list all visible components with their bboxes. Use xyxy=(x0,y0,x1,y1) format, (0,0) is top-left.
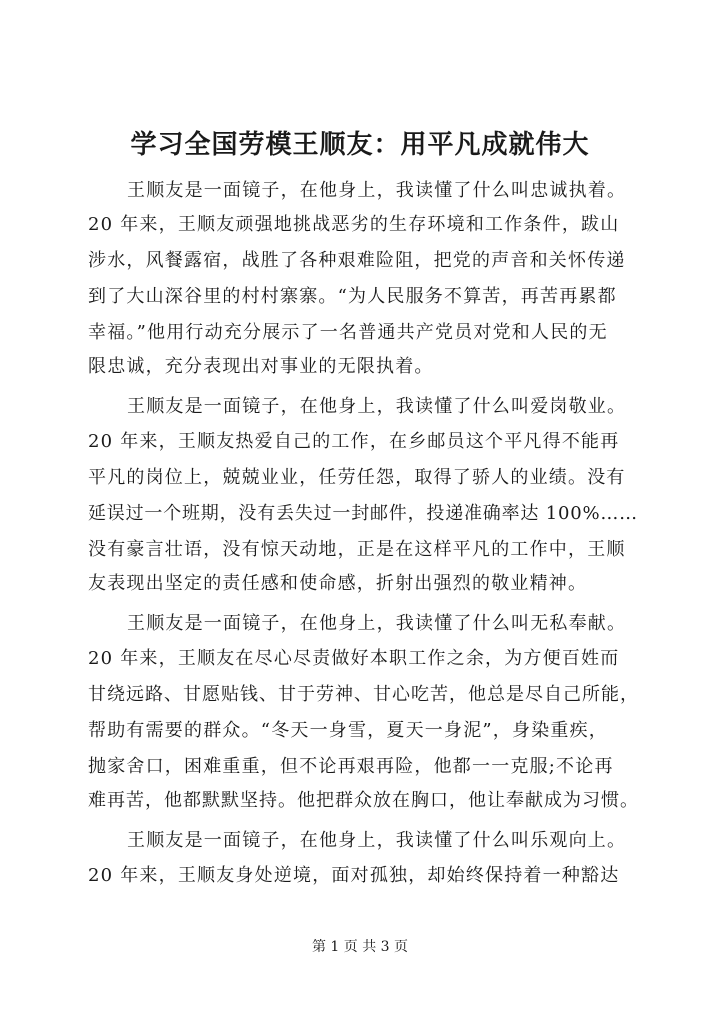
paragraph-2-line-5: 没有豪言壮语，没有惊天动地，正是在这样平凡的工作中，王顺 xyxy=(88,539,626,560)
page-number-footer: 第 1 页 共 3 页 xyxy=(311,939,409,955)
page-title: 学习全国劳模王顺友：用平凡成就伟大 xyxy=(130,130,590,160)
paragraph-1-line-2: 20 年来，王顺友顽强地挑战恶劣的生存环境和工作条件，跋山 xyxy=(88,214,620,235)
paragraph-1-line-6: 限忠诚，充分表现出对事业的无限执着。 xyxy=(88,356,434,377)
paragraph-1-line-5: 幸福。”他用行动充分展示了一名普通共产党员对党和人民的无 xyxy=(88,322,608,343)
paragraph-3-line-5: 抛家舍口，困难重重，但不论再艰再险，他都一一克服;不论再 xyxy=(88,756,614,777)
paragraph-2-line-4: 延误过一个班期，没有丢失过一封邮件，投递准确率达 100%…… xyxy=(88,503,638,524)
paragraph-3-line-6: 难再苦，他都默默坚持。他把群众放在胸口，他让奉献成为习惯。 xyxy=(88,790,639,811)
paragraph-2-line-6: 友表现出坚定的责任感和使命感，折射出强烈的敬业精神。 xyxy=(88,573,588,594)
paragraph-2-line-3: 平凡的岗位上，兢兢业业，任劳任怨，取得了骄人的业绩。没有 xyxy=(88,467,626,488)
paragraph-2-line-1: 王顺友是一面镜子，在他身上，我读懂了什么叫爱岗敬业。 xyxy=(127,396,627,417)
paragraph-3-line-1: 王顺友是一面镜子，在他身上，我读懂了什么叫无私奉献。 xyxy=(127,613,627,634)
paragraph-1-line-4: 到了大山深谷里的村村寨寨。“为人民服务不算苦，再苦再累都 xyxy=(88,286,617,307)
paragraph-1-line-3: 涉水，风餐露宿，战胜了各种艰难险阻，把党的声音和关怀传递 xyxy=(88,250,626,271)
paragraph-3-line-3: 甘绕远路、甘愿贴钱、甘于劳神、甘心吃苦，他总是尽自己所能， xyxy=(88,684,639,705)
paragraph-3-line-4: 帮助有需要的群众。“冬天一身雪，夏天一身泥”，身染重疾， xyxy=(88,720,609,741)
paragraph-2-line-2: 20 年来，王顺友热爱自己的工作，在乡邮员这个平凡得不能再 xyxy=(88,431,620,452)
paragraph-4-line-1: 王顺友是一面镜子，在他身上，我读懂了什么叫乐观向上。 xyxy=(127,830,627,851)
paragraph-4-line-2: 20 年来，王顺友身处逆境，面对孤独，却始终保持着一种豁达 xyxy=(88,865,620,886)
paragraph-3-line-2: 20 年来，王顺友在尽心尽责做好本职工作之余，为方便百姓而 xyxy=(88,648,620,669)
paragraph-1-line-1: 王顺友是一面镜子，在他身上，我读懂了什么叫忠诚执着。 xyxy=(127,180,627,201)
